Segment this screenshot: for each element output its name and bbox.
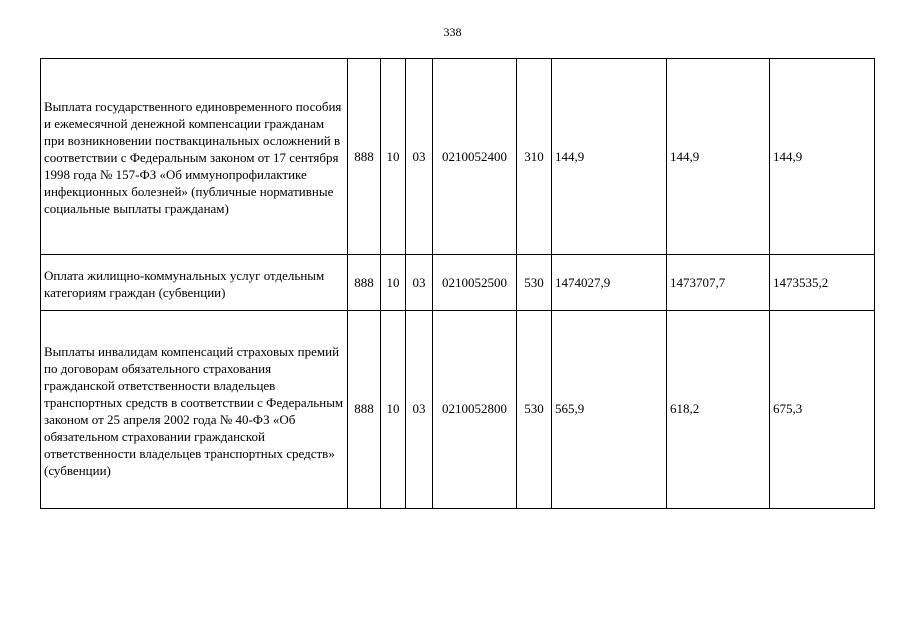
- section-code-cell: 10: [381, 255, 406, 311]
- amount-year-2-cell: 1473707,7: [667, 255, 770, 311]
- amount-year-2-cell: 618,2: [667, 311, 770, 509]
- expense-type-cell: 530: [517, 255, 552, 311]
- amount-year-1-cell: 144,9: [552, 59, 667, 255]
- ministry-code-cell: 888: [348, 311, 381, 509]
- expense-type-cell: 530: [517, 311, 552, 509]
- table-row: [41, 311, 875, 509]
- target-article-cell: 0210052800: [433, 311, 517, 509]
- budget-table: [40, 58, 875, 509]
- table-row: [41, 255, 875, 311]
- subsection-code-cell: 03: [406, 311, 433, 509]
- row-name-cell: Выплаты инвалидам компенсаций страховых премий по договорам обязательного страхования гражданской ответственности владельцев транспортных средств в соответствии с Федеральным законом от 25 апреля 2002 года № 40-ФЗ «Об обязательном страховании гражданской ответственности владельцев транспортных средств» (субвенции): [41, 311, 348, 509]
- ministry-code-cell: 888: [348, 255, 381, 311]
- ministry-code-cell: 888: [348, 59, 381, 255]
- amount-year-1-cell: 565,9: [552, 311, 667, 509]
- table-row: [41, 59, 875, 255]
- subsection-code-cell: 03: [406, 255, 433, 311]
- page-number: 338: [443, 25, 462, 39]
- amount-year-3-cell: 144,9: [770, 59, 875, 255]
- subsection-code-cell: 03: [406, 59, 433, 255]
- target-article-cell: 0210052500: [433, 255, 517, 311]
- amount-year-2-cell: 144,9: [667, 59, 770, 255]
- amount-year-1-cell: 1474027,9: [552, 255, 667, 311]
- section-code-cell: 10: [381, 59, 406, 255]
- section-code-cell: 10: [381, 311, 406, 509]
- amount-year-3-cell: 1473535,2: [770, 255, 875, 311]
- row-name-cell: Выплата государственного единовременного пособия и ежемесячной денежной компенсации гражданам при возникновении поствакцинальных осложнений в соответствии с Федеральным законом от 17 сентября 1998 года № 157-ФЗ «Об иммунопрофилактике инфекционных болезней» (публичные нормативные социальные выплаты гражданам): [41, 59, 348, 255]
- target-article-cell: 0210052400: [433, 59, 517, 255]
- amount-year-3-cell: 675,3: [770, 311, 875, 509]
- row-name-cell: Оплата жилищно-коммунальных услуг отдельным категориям граждан (субвенции): [41, 255, 348, 311]
- expense-type-cell: 310: [517, 59, 552, 255]
